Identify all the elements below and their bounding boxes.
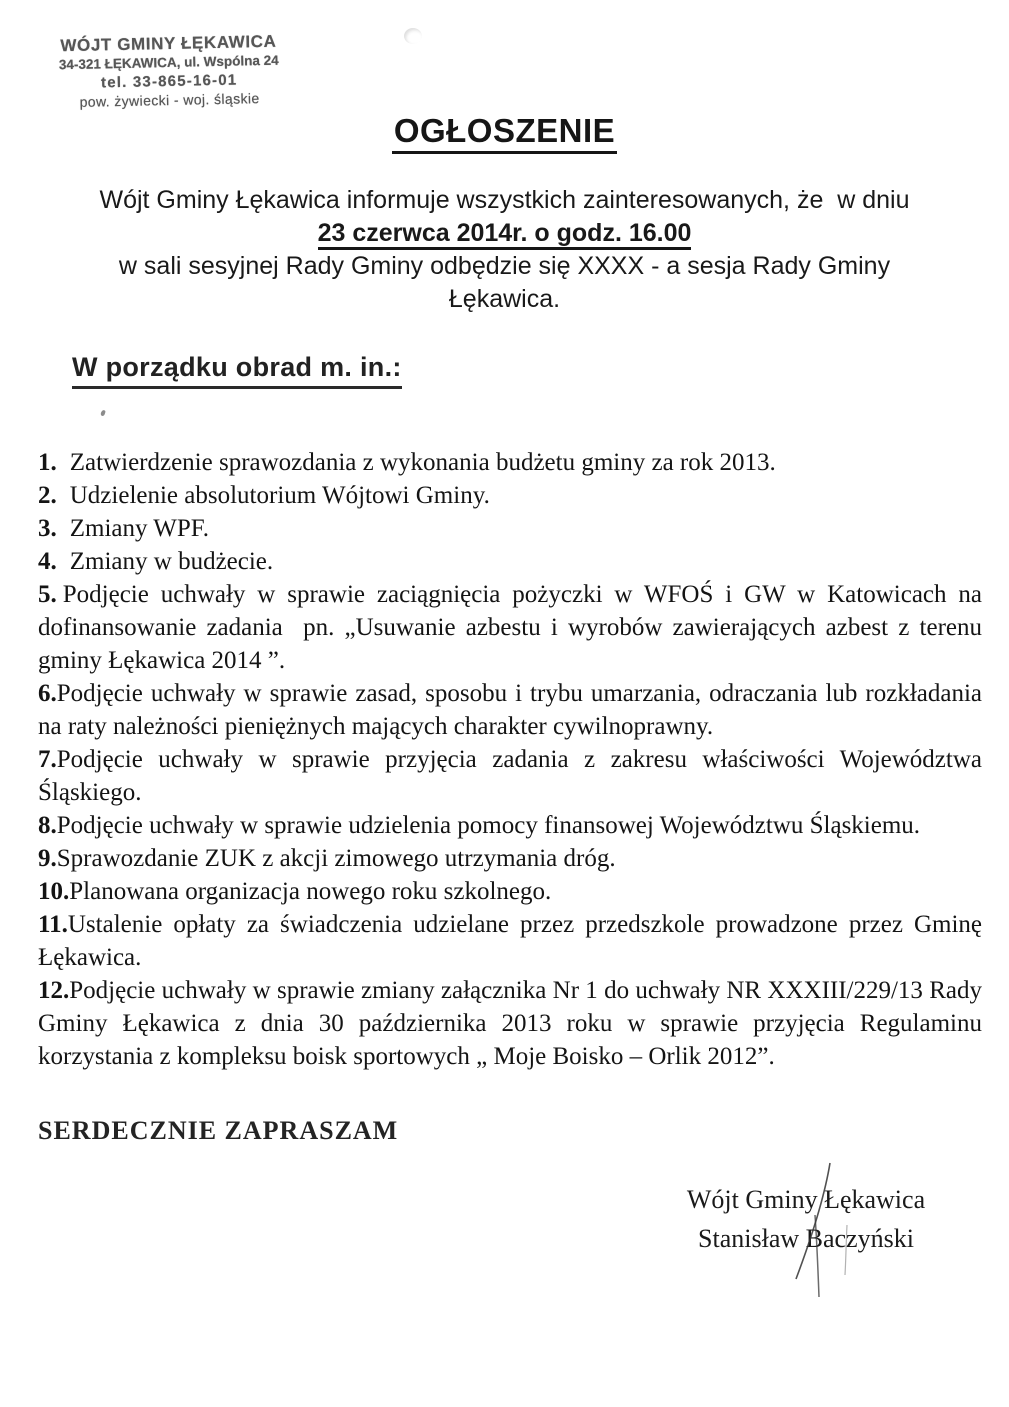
- page-title: OGŁOSZENIE: [392, 112, 617, 154]
- agenda-item-number: 10.: [38, 878, 70, 905]
- intro-line-2: w sali sesyjnej Rady Gminy odbędzie się XXXX - a sesja Rady Gminy: [118, 252, 891, 280]
- agenda-item-text: Podjęcie uchwały w sprawie zmiany załącznika Nr 1 do uchwały NR XXXIII/229/13 Rady Gminy Łękawica z dnia 30 października 2013 roku w sprawie przyjęcia Regulaminu korzystania z kompleksu boisk sportowych „ Moje Boisko – Orlik 2012”.: [38, 977, 982, 1070]
- agenda-item-number: 3.: [38, 515, 57, 542]
- agenda-item: [38, 974, 982, 1073]
- agenda-item-text: Zmiany WPF.: [69, 515, 209, 542]
- agenda-item-number: 9.: [38, 845, 57, 872]
- intro-date-row: [30, 217, 979, 250]
- stamp-district: pow. żywiecki - woj. śląskie: [79, 90, 260, 110]
- agenda-item: [38, 545, 982, 578]
- agenda-item-number: 5.: [38, 581, 57, 608]
- agenda-item-number: 2.: [38, 482, 57, 509]
- agenda-item: [38, 875, 982, 908]
- signature-role: Wójt Gminy Łękawica: [686, 1185, 926, 1214]
- agenda-item-text: Zmiany w budżecie.: [69, 548, 274, 575]
- title-row: [0, 112, 1009, 154]
- agenda-item-text: Podjęcie uchwały w sprawie udzielenia pomocy finansowej Województwu Śląskiemu.: [56, 812, 921, 839]
- closing-line: SERDECZNIE ZAPRASZAM: [38, 1116, 399, 1145]
- agenda-item-text: Podjęcie uchwały w sprawie zaciągnięcia pożyczki w WFOŚ i GW w Katowicach na dofinansowanie zadania pn. „Usuwanie azbestu i wyrobów zawierających azbest z terenu gminy Łękawica 2014 ”.: [38, 581, 982, 674]
- agenda-item-text: Sprawozdanie ZUK z akcji zimowego utrzymania dróg.: [56, 845, 616, 872]
- agenda-item-text: Ustalenie opłaty za świadczenia udzielane przez przedszkole prowadzone przez Gminę Łękawica.: [38, 911, 982, 971]
- agenda-item-text: Zatwierdzenie sprawozdania z wykonania budżetu gminy za rok 2013.: [69, 449, 776, 476]
- agenda-item-number: 4.: [38, 548, 57, 575]
- scan-artifact: [404, 28, 422, 44]
- agenda-item-text: Podjęcie uchwały w sprawie zasad, sposobu i trybu umarzania, odraczania lub rozkładania na raty należności pieniężnych mających charakter cywilnoprawny.: [38, 680, 982, 740]
- agenda-item: [38, 677, 982, 743]
- agenda-heading: W porządku obrad m. in.:: [72, 352, 402, 389]
- sender-stamp: [45, 31, 293, 112]
- session-datetime: 23 czerwca 2014r. o godz. 16.00: [318, 219, 692, 250]
- signature-block: [672, 1180, 940, 1258]
- agenda-item-number: 12.: [38, 977, 70, 1004]
- agenda-item-number: 11.: [38, 911, 68, 938]
- stamp-phone: tel. 33-865-16-01: [100, 71, 238, 92]
- intro-line-1: Wójt Gminy Łękawica informuje wszystkich zainteresowanych, że w dniu: [99, 186, 910, 214]
- agenda-item: [38, 479, 982, 512]
- agenda-item-number: 6.: [38, 680, 57, 707]
- intro-line-3: Łękawica.: [448, 285, 561, 313]
- stamp-office-name: WÓJT GMINY ŁĘKAWICA: [60, 31, 277, 56]
- agenda-item: [38, 743, 982, 809]
- agenda-item-number: 8.: [38, 812, 57, 839]
- agenda-item-text: Planowana organizacja nowego roku szkolnego.: [69, 878, 552, 905]
- agenda-item: [38, 578, 982, 677]
- signature-name: Stanisław Baczyński: [698, 1224, 914, 1253]
- agenda-list: [38, 446, 982, 1073]
- agenda-item-text: Podjęcie uchwały w sprawie przyjęcia zadania z zakresu właściwości Województwa Śląskiego.: [38, 746, 982, 806]
- agenda-item: [38, 446, 982, 479]
- agenda-item: [38, 512, 982, 545]
- agenda-item-number: 7.: [38, 746, 57, 773]
- agenda-item: [38, 809, 982, 842]
- agenda-heading-row: [72, 352, 402, 389]
- intro-paragraph: [30, 184, 979, 316]
- agenda-item: [38, 842, 982, 875]
- agenda-item-text: Udzielenie absolutorium Wójtowi Gminy.: [69, 482, 490, 509]
- stamp-address: 34-321 ŁĘKAWICA, ul. Wspólna 24: [58, 52, 279, 73]
- agenda-item-number: 1.: [38, 449, 57, 476]
- agenda-item: [38, 908, 982, 974]
- scan-artifact: [100, 409, 106, 416]
